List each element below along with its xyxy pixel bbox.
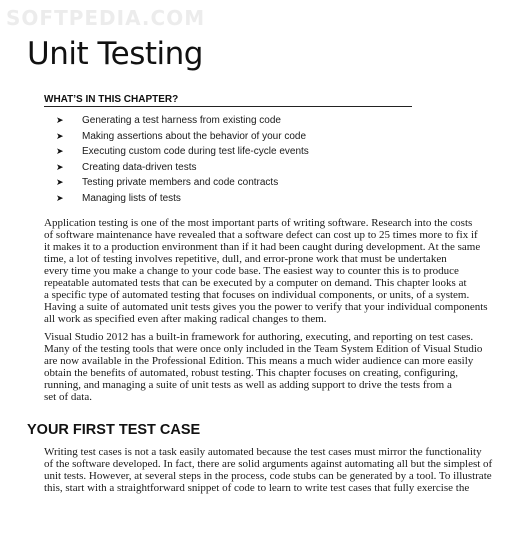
text-line: Many of the testing tools that were once only included in the Team System Edition of Visual Studio bbox=[44, 343, 483, 355]
list-item-text: Generating a test harness from existing code bbox=[82, 115, 281, 127]
text-line: time, a lot of testing involves repetitive, dull, and error-prone work that must be undertaken bbox=[44, 253, 447, 265]
watermark-logo: SOFTPEDIA.COM bbox=[6, 6, 206, 30]
paragraph-intro bbox=[44, 217, 496, 325]
list-item bbox=[56, 113, 309, 129]
list-item bbox=[56, 191, 309, 207]
text-line: of software maintenance have revealed that a software defect can cost up to 25 times more to fix if bbox=[44, 229, 478, 241]
list-item-text: Executing custom code during test life-cycle events bbox=[82, 146, 309, 158]
arrow-bullet-icon: ➤ bbox=[56, 177, 64, 188]
text-line: set of data. bbox=[44, 391, 92, 403]
whats-in-chapter-list bbox=[56, 113, 309, 206]
text-line: every time you make a change to your code base. The easiest way to counter this is to produce bbox=[44, 265, 459, 277]
text-line: all work as specified even after making radical changes to them. bbox=[44, 313, 327, 325]
text-line: a specific type of automated testing that focuses on individual components, or units, of a system. bbox=[44, 289, 470, 301]
text-line: unit tests. However, at several steps in the process, code stubs can be generated by a tool. To illustrate bbox=[44, 470, 492, 482]
list-item bbox=[56, 175, 309, 191]
list-item-text: Making assertions about the behavior of your code bbox=[82, 130, 307, 142]
text-line: it makes it to a production environment than if it had been caught during development. At the same bbox=[44, 241, 481, 253]
text-line: Having a suite of automated unit tests gives you the power to verify that your individual components bbox=[44, 301, 488, 313]
arrow-bullet-icon: ➤ bbox=[56, 130, 64, 141]
text-line: this, start with a straightforward snippet of code to learn to write test cases that fully exercise the bbox=[44, 482, 470, 494]
chapter-title: Unit Testing bbox=[27, 36, 203, 72]
list-item-text: Testing private members and code contracts bbox=[82, 177, 279, 189]
paragraph-first-test-case bbox=[44, 446, 496, 494]
section-heading: YOUR FIRST TEST CASE bbox=[27, 422, 201, 438]
list-item bbox=[56, 160, 309, 176]
arrow-bullet-icon: ➤ bbox=[56, 192, 64, 203]
list-item bbox=[56, 129, 309, 145]
text-line: obtain the benefits of automated, robust testing. This chapter focuses on creating, configuring, bbox=[44, 367, 459, 379]
arrow-bullet-icon: ➤ bbox=[56, 115, 64, 126]
list-item-text: Creating data-driven tests bbox=[82, 161, 197, 173]
text-line: are now available in the Professional Edition. This means a much wider audience can more easily bbox=[44, 355, 474, 367]
text-line: Visual Studio 2012 has a built-in framework for authoring, executing, and reporting on test cases. bbox=[44, 331, 474, 343]
arrow-bullet-icon: ➤ bbox=[56, 161, 64, 172]
heading-divider bbox=[44, 106, 412, 107]
text-line: Application testing is one of the most important parts of writing software. Research into the costs bbox=[44, 217, 473, 229]
text-line: running, and managing a suite of unit tests as well as adding support to drive the tests from a bbox=[44, 379, 452, 391]
list-item bbox=[56, 144, 309, 160]
text-line: of the software developed. In fact, there are solid arguments against automating all but the simplest of bbox=[44, 458, 493, 470]
whats-in-chapter-heading: WHAT’S IN THIS CHAPTER? bbox=[44, 94, 179, 105]
list-item-text: Managing lists of tests bbox=[82, 192, 181, 204]
paragraph-visual-studio bbox=[44, 331, 496, 403]
arrow-bullet-icon: ➤ bbox=[56, 146, 64, 157]
text-line: Writing test cases is not a task easily automated because the test cases must mirror the functionality bbox=[44, 446, 482, 458]
text-line: repeatable automated tests that can be executed by a computer on demand. This chapter looks at bbox=[44, 277, 467, 289]
